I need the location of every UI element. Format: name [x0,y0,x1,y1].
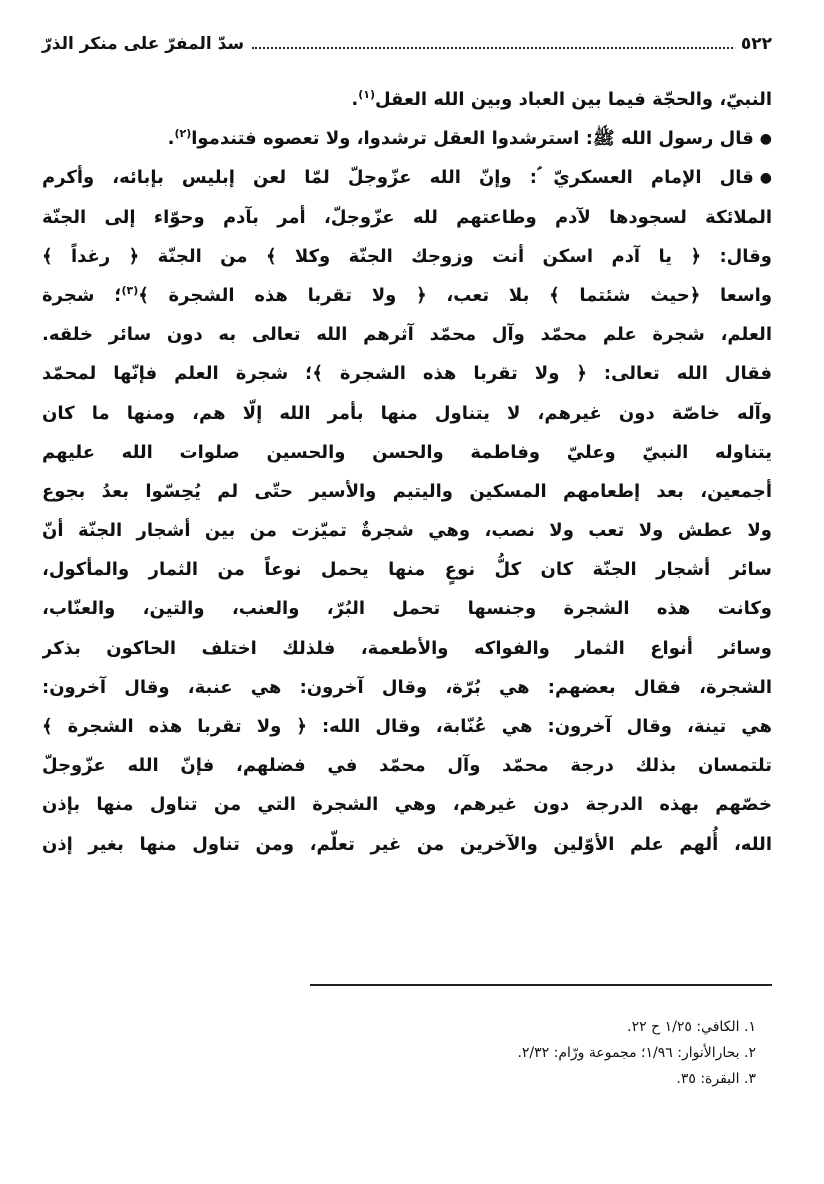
header-dot-leader [252,47,733,49]
page-number: ٥٢٢ [740,34,772,54]
footnote-marker: (٢) [174,127,192,141]
bullet-icon: ● [759,130,772,147]
text-line: هي تينة، وقال آخرون: هي عُنّابة، وقال الله: ﴿ ولا تقربا هذه الشجرة ﴾ [42,716,772,737]
text-line: تلتمسان بذلك درجة محمّد وآل محمّد في فضلهم، فإنّ الله عزّوجلّ [42,755,772,777]
footnote-item: ٢. بحارالأنوار: ١/٩٦؛ مجموعة ورّام: ٢/٣٢. [517,1045,756,1061]
main-text [42,80,772,864]
footnote-item: ٣. البقرة: ٣٥. [676,1071,756,1087]
text-line: العلم، شجرة علم محمّد وآل محمّد آثرهم الله تعالى به دون سائر خلقه. [42,324,772,346]
text-line: ●قال رسول الله ﷺ: استرشدوا العقل ترشدوا، ولا تعصوه فتندموا$^{(٢)}$. [42,119,772,158]
text-line: يتناوله النبيّ وعليّ وفاطمة والحسن والحسين صلوات الله عليهم [42,441,772,463]
text-line: الشجرة، فقال بعضهم: هي بُرّة، وقال آخرون: هي عنبة، وقال آخرون: [42,676,772,698]
text-line: فقال الله تعالى: ﴿ ولا تقربا هذه الشجرة ﴾؛ شجرة العلم فإنّها لمحمّد [42,363,772,385]
text-line: ●قال الإمام العسكريّ ؑ: وإنّ الله عزّوجلّ لمّا لعن إبليس بإبائه، وأكرم [42,158,772,197]
running-header [42,30,772,58]
text-line: الله، أُلهم علم الأوّلين والآخرين من غير تعلّم، ومن تناول منها بغير إذن [42,833,772,855]
text-line: وقال: ﴿ يا آدم اسكن أنت وزوجك الجنّة وكلا ﴾ من الجنّة ﴿ رغداً ﴾ [42,245,772,267]
book-title: سدّ المفرّ على منكر الذرّ [42,34,245,54]
text-line: النبيّ، والحجّة فيما بين العباد وبين الله العقل$^{(١)}$. [351,88,772,110]
footnote-marker: (٣) [121,283,139,297]
text-line: ولا عطش ولا تعب ولا نصب، وهي شجرةٌ تميّزت من بين أشجار الجنّة أنّ [42,520,772,542]
text-line: واسعا ﴿حيث شئتما ﴾ بلا تعب، ﴿ ولا تقربا هذه الشجرة ﴾$^{(٣)}$؛ شجرة [42,283,772,306]
footnote-separator [310,984,772,986]
text-line: سائر أشجار الجنّة كان كلُّ نوعٍ منها يحمل نوعاً من الثمار والمأكول، [42,559,772,581]
bullet-icon: ● [759,169,772,186]
text-line: وآله خاصّة دون غيرهم، لا يتناول منها بأمر الله إلّا هم، ومنها ما كان [42,402,772,424]
text-line: وكانت هذه الشجرة وجنسها تحمل البُرّ، والعنب، والتين، والعنّاب، [42,598,772,620]
text-line: الملائكة لسجودها لآدم وطاعتهم لله عزّوجلّ، أمر بآدم وحوّاء إلى الجنّة [42,206,772,228]
footnote-item: ١. الكافي: ١/٢٥ ح ٢٢. [627,1019,756,1035]
footnote-marker: (١) [358,88,375,101]
text-line: أجمعين، بعد إطعامهم المسكين واليتيم والأسير حتّى لم يُحِسّوا بعدُ بجوع [42,480,772,502]
text-line: وسائر أنواع الثمار والفواكه والأطعمة، فلذلك اختلف الحاكون بذكر [42,637,772,659]
footnotes [42,1014,756,1092]
text-line: خصّهم بهذه الدرجة دون غيرهم، وهي الشجرة التي من تناول منها بإذن [42,794,772,816]
